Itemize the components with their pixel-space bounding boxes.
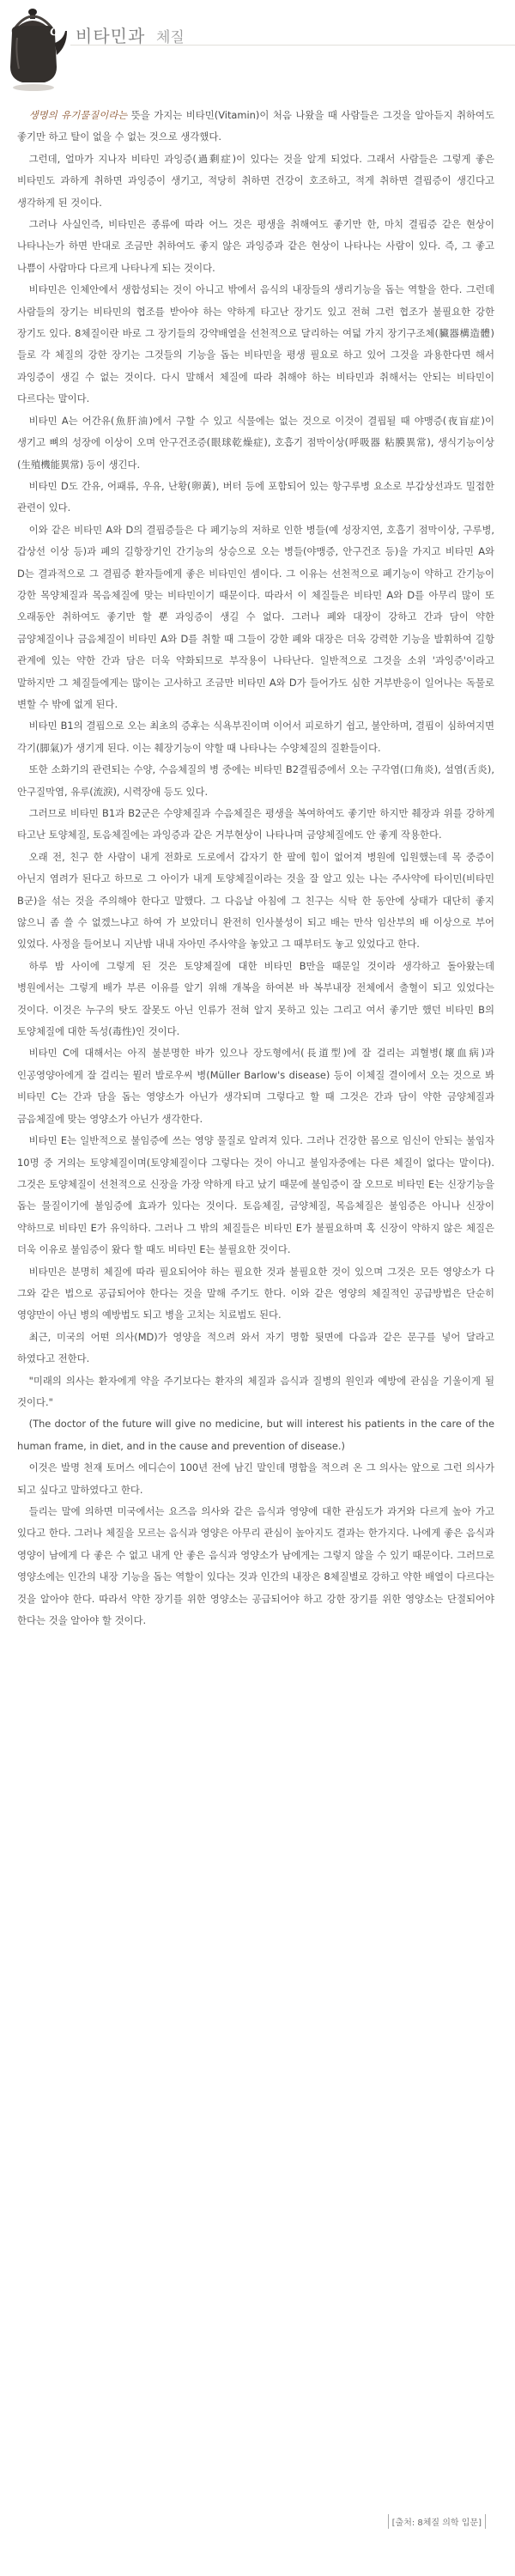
paragraph-13: 비타민 C에 대해서는 아직 불분명한 바가 있으나 장도형에서(長道型)에 잘 걸리는 괴혈병(壞血病)과 인공영양아에게 잘 걸리는 뮐러 발로우씨 병(Müller Barlow's disease) 등이 이체질 결이에서 오는 것으로 봐 비타민 C는 간과 담을 돕는 영양소가 아닌가 생각되며 그렇다고 할 때 그것은 간과 담이 약한 금양체질과 금음체질에 맞는 영양소가 아닌가 생각한다. — [17, 1047, 494, 1125]
teapot-icon — [7, 0, 67, 96]
paragraph-14: 비타민 E는 일반적으로 불임증에 쓰는 영양 물질로 알려져 있다. 그러나 건강한 몸으로 임신이 안되는 불임자 10명 중 거의는 토양체질이며(토양체질이다 그렇다는 것이 아니고 불임자중에는 다른 체질이 없다는 말이다). 그것은 토양체질이 선천적으로 신장을 가장 약하게 타고 났기 때문에 불임증이 잘 오므로 비타민 E는 신장기능을 돕는 물질이기에 불임증에 효과가 있다는 것이다. 토음체질, 금양체질, 목음체질은 불임증은 아니나 신장이 약하므로 비타민 E가 유익하다. 그러나 그 밖의 체질들은 비타민 E가 불필요하며 혹 신장이 약하지 않은 체질은 더욱 이유로 불임증이 왔다 할 때도 비타민 E는 불필요한 것이다. — [17, 1134, 494, 1256]
paragraph-9: 또한 소화기의 관련되는 수양, 수음체질의 병 중에는 비타민 B2결핍증에서 오는 구각염(口角炎), 설염(舌炎), 안구질막염, 유루(流淚), 시력장애 등도 있다. — [17, 763, 494, 798]
paragraph-6: 비타민 D도 간유, 어패류, 우유, 난황(卵黃), 버터 등에 포함되어 있는 항구루병 요소로 부갑상선과도 밀접한 관련이 있다. — [17, 479, 494, 514]
paragraph-text: 뜻을 가지는 비타민(Vitamin)이 처음 나왔을 때 사람들은 그것을 알아듣지 취하여도 좋기만 하고 탈이 없을 수 없는 것으로 생각했다. — [17, 109, 495, 143]
chapter-header — [0, 0, 515, 96]
chapter-number: 8 — [50, 19, 62, 40]
lead-phrase: 생명의 유기물질이라는 — [28, 109, 128, 121]
paragraph-16: 최근, 미국의 어떤 의사(MD)가 영양을 적으려 와서 자기 명함 뒷면에 다음과 같은 문구를 넣어 달라고 하였다고 전한다. — [17, 1330, 494, 1365]
paragraph-8: 비타민 B1의 결핍으로 오는 최초의 증후는 식욕부진이며 이어서 피로하기 쉽고, 불안하며, 결핍이 심하여지면 각기(脚氣)가 생기게 된다. 이는 췌장기능이 약할 때 나타나는 수양체질의 질환들이다. — [17, 720, 494, 754]
paragraph-19: 이것은 발명 천재 토머스 에디슨이 100년 전에 남긴 말인데 명함을 적으려 온 그 의사는 앞으로 그런 의사가 되고 싶다고 말하였다고 한다. — [17, 1461, 494, 1496]
chapter-subtitle: 체질 — [156, 29, 185, 46]
paragraph-7: 이와 같은 비타민 A와 D의 결핍증들은 다 폐기능의 저하로 인한 병들(예 성장지연, 호흡기 점막이상, 구루병, 갑상선 이상 등)과 폐의 길항장기인 간기능의 상승으로 오는 병들(야맹증, 안구건조 등)을 가지고 비타민 A와 D는 결과적으로 그 결핍증 환자들에게 좋은 비타민인 셈이다. 그 이유는 선천적으로 폐기능이 약하고 간기능이 강한 목양체질과 목음체질에 맞는 비타민이기 때문이다. 따라서 이 체질들은 비타민 A와 D를 아무리 많이 또 오래동안 취하여도 좋기만 할 뿐 과잉증이 생길 수 없다. 그러나 폐와 대장이 강하고 간과 담이 약한 금양체질이나 금음체질이 비타민 A와 D를 취할 때 그들이 강한 폐와 대장은 더욱 강력한 기능을 발휘하여 길항 관계에 있는 약한 간과 담은 더욱 약화되므로 부작용이 나타난다. 일반적으로 그것을 소위 '과잉증'이라고 말하지만 그 체질들에게는 많이는 고사하고 조금만 비타민 A와 D가 들어가도 심한 거부반응이 일어나는 독물로 변할 수 밖에 없게 된다. — [17, 523, 494, 710]
quote-english: (The doctor of the future will give no medicine, but will interest his patients in the care of the human frame, in diet, and in the cause and prevention of disease.) — [17, 1418, 494, 1452]
article-body — [17, 105, 494, 1631]
paragraph-12: 하루 밤 사이에 그렇게 된 것은 토양체질에 대한 비타민 B만을 때문일 것이라 생각하고 돌아왔는데 병원에서는 그렇게 배가 부른 이유를 알기 위해 개복을 하여본 바 복부내장 전체에서 출혈이 되고 있었다는 것이다. 이것은 누구의 탓도 잘못도 아닌 인류가 전혀 알지 못하고 있는 그리고 여서 좋기만 했던 비타민 B의 토양체질에 대한 독성(毒性)인 것이다. — [17, 959, 494, 1038]
paragraph-2: 그런데, 얼마가 지나자 비타민 과잉증(過剩症)이 있다는 것을 알게 되었다. 그래서 사람들은 그렇게 좋은 비타민도 과하게 취하면 과잉증이 생기고, 적당히 취하면 건강이 호조하고, 적게 취하면 결핍증이 생긴다고 생각하게 된 것이다. — [17, 152, 494, 209]
paragraph-15: 비타민은 분명히 체질에 따라 필요되어야 하는 필요한 것과 불필요한 것이 있으며 그것은 모든 영양소가 다 그와 같은 법으로 공급되어야 한다는 것을 말해 주기도 한다. 이와 같은 영양의 체질적인 공급방법은 단순히 영양만이 아닌 병의 예방법도 되고 병을 고치는 치료법도 된다. — [17, 1265, 494, 1321]
paragraph-4: 비타민은 인체안에서 생합성되는 것이 아니고 밖에서 음식의 내장들의 생리기능을 돕는 역할을 한다. 그런데 사람들의 장기는 비타민의 협조를 받아야 하는 약하게 타고난 장기도 있고 전혀 그런 협조가 불필요한 강한 장기도 있다. 8체질이란 바로 그 장기들의 강약배열을 선천적으로 달리하는 여덟 가지 장기구조체(臟器構造體)들로 각 체질의 강한 장기는 그것들의 기능을 돕는 비타민을 평생 필요로 하고 있어 그것을 과용한다면 해서 과잉증이 생길 수 없는 것이다. 다시 말해서 체질에 따라 취해야 하는 비타민과 취해서는 안되는 비타민이 다르다는 말이다. — [17, 283, 494, 405]
title-bar — [70, 19, 515, 46]
paragraph-5: 비타민 A는 어간유(魚肝油)에서 구할 수 있고 식물에는 없는 것으로 이것이 결핍될 때 야맹증(夜盲症)이 생기고 뼈의 성장에 이상이 오며 안구건조증(眼球乾燥症), 호흡기 점막이상(呼吸器 粘膜異常), 생식기능이상(生殖機能異常) 등이 생긴다. — [17, 414, 494, 471]
paragraph-1 — [17, 105, 494, 149]
paragraph-3: 그러나 사실인즉, 비타민은 종류에 따라 어느 것은 평생을 취해여도 좋기만 한, 마치 결핍증 같은 현상이 나타나는가 하면 반대로 조금만 취하여도 좋지 않은 과잉증과 같은 현상이 나타나는 사람이 있다. 즉, 그 좋고 나쁨이 사람마다 다르게 나타나게 되는 것이다. — [17, 218, 494, 274]
source-citation: [출처: 8체질 의학 입문] — [388, 2514, 486, 2529]
paragraph-11: 오래 전, 친구 한 사람이 내게 전화로 도로에서 갑자기 한 팔에 힘이 없어져 병원에 입원했는데 목 중증이 아닌지 염려가 된다고 하므로 그 아이가 내게 토양체질이라는 것을 잘 알고 있는 나는 주사약에 타이민(비타민 B군)을 섞는 것을 주의해야 한다고 말했다. 그 다음날 아침에 그 친구는 식탁 한 동안에 상태가 대단히 좋지 않으니 좀 쓸 수 없겠느냐고 하여 가 보았더니 완전히 인사불성이 되고 배는 만삭 임산부의 배 이상으로 부어 있었다. 사정을 들어보니 지난밤 내내 자아민 주사약을 놓았고 그 때부터도 놓고 있었다고 한다. — [17, 850, 494, 951]
quote-korean: "미래의 의사는 환자에게 약을 주기보다는 환자의 체질과 음식과 질병의 원인과 예방에 관심을 기울이게 될 것이다." — [17, 1374, 494, 1408]
chapter-title: 비타민과 — [76, 26, 146, 46]
paragraph-10: 그러므로 비타민 B1과 B2군은 수양체질과 수음체질은 평생을 복여하여도 좋기만 하지만 췌장과 위를 강하게 타고난 토양체질, 토음체질에는 과잉증과 같은 거부현상이 나타나며 금양체질에도 안 좋게 작용한다. — [17, 807, 494, 841]
paragraph-20: 들리는 말에 의하면 미국에서는 요즈음 의사와 같은 음식과 영양에 대한 관심도가 과거와 다르게 높아 가고 있다고 한다. 그러나 체질을 모르는 음식과 영양은 아무리 관심이 높아지도 결과는 한가지다. 나에게 좋은 음식과 영양이 남에게 다 좋은 수 없고 내게 안 좋은 음식과 영양소가 남에게는 그렇지 않을 수 있기 때문이다. 그러므로 영양소에는 인간의 내장 기능을 돕는 역할이 있다는 것과 인간의 내장은 8체질별로 강하고 약한 배열이 다르다는 것을 알아야 한다. 따라서 약한 장기를 위한 영양소는 공급되어야 하고 강한 장기를 위한 영양소는 단절되어야 한다는 것을 알아야 할 것이다. — [17, 1505, 494, 1627]
